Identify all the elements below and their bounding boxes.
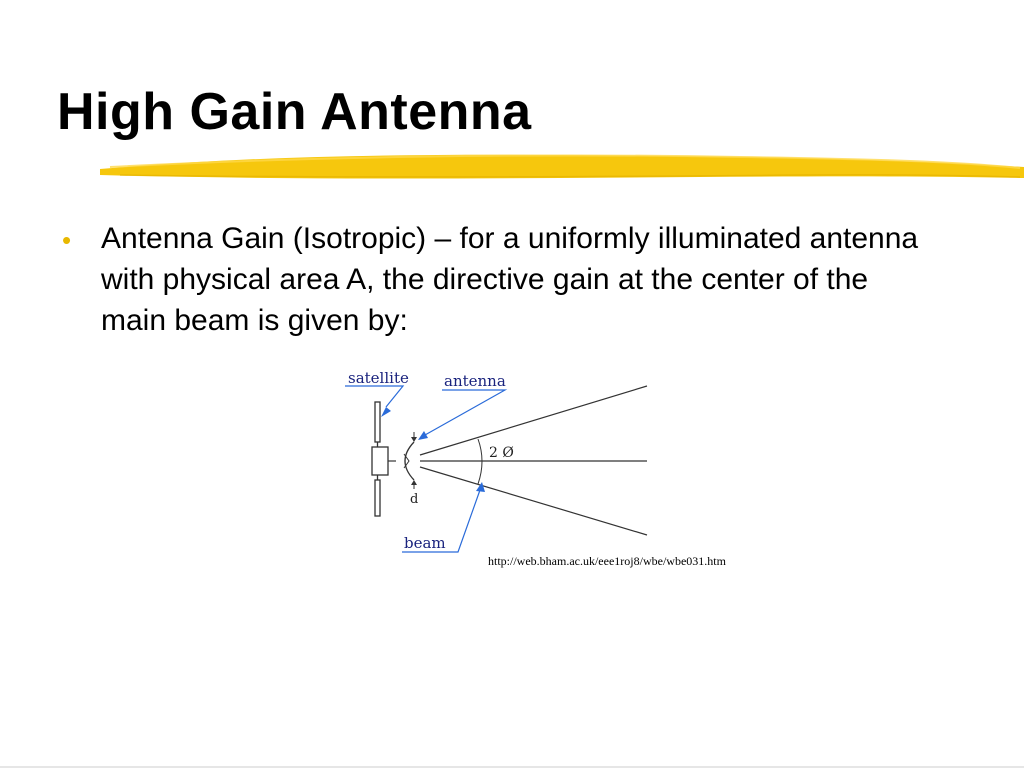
beam-label: beam <box>404 534 446 552</box>
beam-angle-label: 2 Ø <box>489 445 514 461</box>
figure-source-url: http://web.bham.ac.uk/eee1roj8/wbe/wbe031.htm <box>488 554 726 568</box>
bullet-text: Antenna Gain (Isotropic) – for a uniformly illuminated antenna with physical area A, the directive gain at the center of the main beam is given by: <box>101 222 919 337</box>
antenna-beam-diagram <box>340 362 660 560</box>
antenna-label: antenna <box>444 372 506 390</box>
bullet-dot-icon: • <box>62 225 72 255</box>
dimension-d-label: d <box>410 492 419 507</box>
satellite-label: satellite <box>348 369 409 387</box>
title-highlighter-underline <box>100 148 1024 188</box>
slide-title: High Gain Antenna <box>57 83 532 141</box>
